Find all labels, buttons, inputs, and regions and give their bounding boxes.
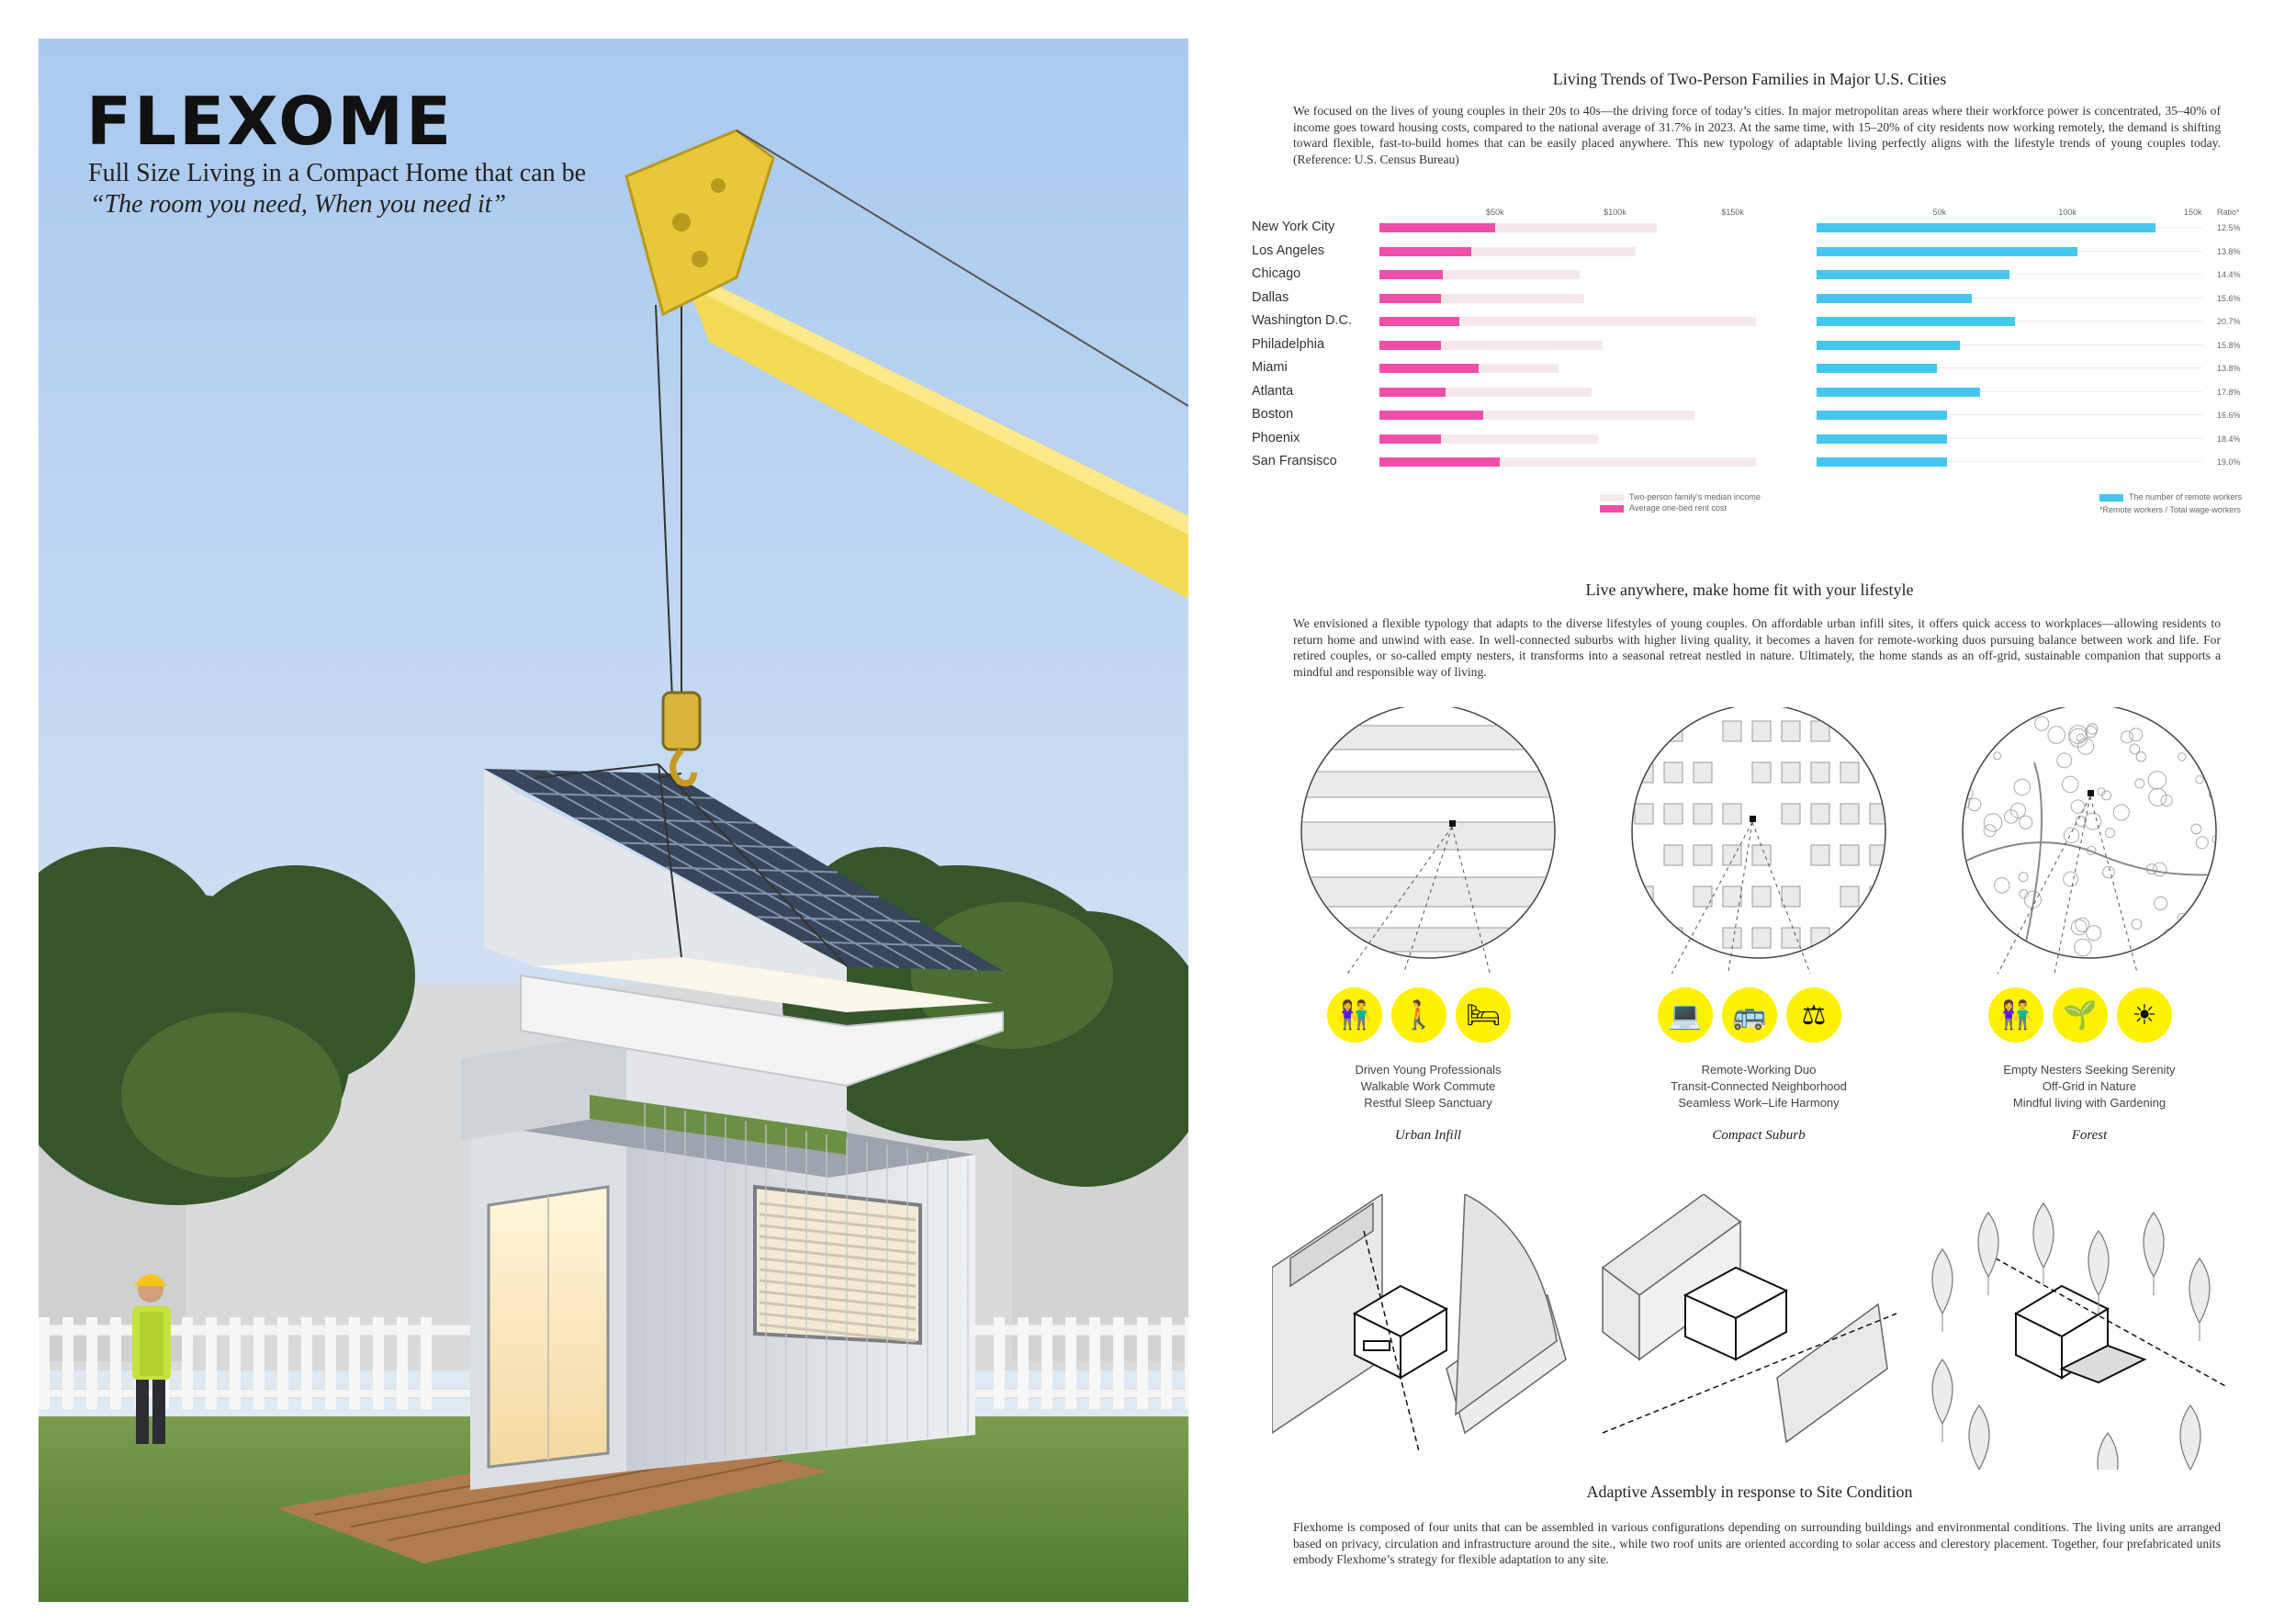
ratio-value: 18.4%: [2217, 434, 2241, 444]
rent-bar: [1379, 364, 1479, 373]
ratio-value: 13.8%: [2217, 246, 2241, 256]
hero-tagline-quote: “The room you need, When you need it”: [90, 190, 507, 219]
remote-bar: [1817, 457, 1947, 467]
site-caption-line: Empty Nesters Seeking Serenity: [2003, 1063, 2176, 1077]
elderly-couple-icon: 👫: [1988, 987, 2043, 1043]
remote-bar: [1817, 247, 2077, 256]
site-caption: [1603, 1062, 1915, 1111]
hero-tagline: Full Size Living in a Compact Home that can be: [88, 159, 586, 187]
remote-legend-label: The number of remote workers: [2129, 492, 2243, 502]
site-caption-line: Off-Grid in Nature: [2042, 1079, 2137, 1093]
rent-bar: [1379, 434, 1441, 444]
assembly-title: Adaptive Assembly in response to Site Condition: [1586, 1483, 1913, 1501]
remote-bar: [1817, 223, 2155, 232]
rent-bar: [1379, 223, 1495, 232]
city-label: Boston: [1252, 407, 1294, 422]
city-label: Miami: [1252, 360, 1288, 375]
site-caption-line: Mindful living with Gardening: [2012, 1096, 2167, 1110]
city-label: Dallas: [1252, 289, 1289, 305]
forest-map: [1956, 707, 2236, 974]
remote-bar: [1817, 388, 1980, 397]
sleeping-bed-icon: 🛏: [1456, 987, 1511, 1043]
site-type-label: Compact Suburb: [1712, 1128, 1806, 1143]
ratio-value: 19.0%: [2217, 457, 2241, 467]
site-caption-line: Seamless Work–Life Harmony: [1678, 1096, 1840, 1110]
remote-bar: [1817, 411, 1947, 420]
site-caption: [1933, 1062, 2245, 1111]
income-axis-tick: $150k: [1721, 208, 1744, 217]
rent-legend-swatch: [1600, 505, 1624, 513]
assembly-paragraph: Flexhome is composed of four units that can be assembled in various configurations depending on surrounding buildings and environmental conditions. The living units are arranged based on privacy, circulation and infrastructure around the site., while two roof units are oriented according to solar access and clerestory placement. Together, four prefabricated units embody Flexhome’s strategy for flexible adaptation to any site.: [1293, 1520, 2221, 1567]
remote-axis-tick: 100k: [2058, 208, 2077, 217]
city-label: San Fransisco: [1252, 454, 1337, 468]
income-axis-tick: $50k: [1486, 208, 1504, 217]
gardening-icon: 🌱: [2053, 987, 2108, 1043]
remote-bar: [1817, 364, 1937, 373]
hero-render: [39, 39, 1188, 1602]
compact-suburb-map: [1632, 707, 1888, 974]
forest-assembly-diagram: [1932, 1203, 2227, 1470]
city-label: New York City: [1252, 220, 1335, 234]
brand-logo: FLEXOME: [86, 83, 455, 160]
rent-bar: [1379, 317, 1459, 326]
solar-home-icon: ☀: [2117, 987, 2172, 1043]
remote-bar: [1817, 294, 1972, 303]
walking-commuter-icon: 🚶: [1391, 987, 1446, 1043]
remote-axis-tick: 150k: [2184, 208, 2202, 217]
city-label: Los Angeles: [1252, 242, 1325, 258]
ratio-value: 13.8%: [2217, 364, 2241, 373]
rent-bar: [1379, 457, 1500, 467]
remote-axis-tick: 50k: [1932, 208, 1947, 217]
city-label: Chicago: [1252, 266, 1301, 281]
ratio-value: 17.8%: [2217, 387, 2241, 397]
ratio-value: 15.6%: [2217, 293, 2241, 303]
remote-legend-swatch: [2099, 494, 2123, 502]
site-caption-line: Transit-Connected Neighborhood: [1671, 1079, 1847, 1093]
city-label: Washington D.C.: [1252, 313, 1353, 328]
site-caption-line: Remote-Working Duo: [1701, 1063, 1817, 1077]
site-type-label: Urban Infill: [1394, 1128, 1462, 1143]
trends-title: Living Trends of Two-Person Families in Major U.S. Cities: [1552, 70, 1947, 88]
work-life-balance-icon: ⚖: [1786, 987, 1841, 1043]
ratio-value: 15.8%: [2217, 340, 2241, 350]
rent-bar: [1379, 388, 1446, 397]
ratio-header: Ratio*: [2217, 208, 2240, 217]
site-context-maps: [1281, 707, 2245, 974]
ratio-footnote: *Remote workers / Total wage-workers: [2099, 505, 2241, 514]
ratio-value: 14.4%: [2217, 270, 2241, 279]
remote-bar: [1817, 270, 2009, 279]
trends-paragraph: We focused on the lives of young couples in their 20s to 40s—the driving force of today’s cities. In major metropolitan areas where their workforce power is concentrated, 35–40% of income goes toward housing costs, compared to the national average of 31.7% in 2023. At the same time, with 15–20% of city residents now working remotely, the demand is shifting toward flexible, fast-to-build homes that can be easily placed anywhere. This new typology of adaptable living perfectly aligns with the lifestyle trends of young couples today. (Reference: U.S. Census Bureau): [1293, 104, 2221, 166]
rent-bar: [1379, 294, 1441, 303]
lifestyle-paragraph: We envisioned a flexible typology that adapts to the diverse lifestyles of young couples. On affordable urban infill sites, it offers quick access to workplaces—allowing residents to return home and unwind with ease. In well-connected suburbs with higher living quality, it becomes a haven for remote-working duos pursuing balance between work and life. For retired couples, or so-called empty nesters, it transforms into a seasonal retreat nestled in nature. Ultimately, the home stands as an off-grid, sustainable companion that supports a mindful and responsible way of living.: [1293, 616, 2221, 679]
bus-icon: 🚌: [1722, 987, 1777, 1043]
remote-work-desk-icon: 💻: [1658, 987, 1713, 1043]
remote-bar: [1817, 317, 2015, 326]
remote-bar: [1817, 434, 1947, 444]
urban-infill-map: [1300, 707, 1557, 974]
site-type-label: Forest: [2071, 1128, 2108, 1143]
income-axis-tick: $100k: [1604, 208, 1626, 217]
urban-assembly-diagram: [1272, 1194, 1566, 1451]
rent-bar: [1379, 247, 1471, 256]
suburb-assembly-diagram: [1603, 1194, 1896, 1442]
rent-bar: [1379, 411, 1483, 420]
income-legend-label: Two-person family’s median income: [1629, 492, 1761, 502]
city-label: Atlanta: [1252, 383, 1294, 399]
city-label: Philadelphia: [1252, 336, 1325, 352]
crane-installation-illustration: [39, 39, 1188, 1602]
rent-bar: [1379, 341, 1441, 350]
ratio-value: 20.7%: [2217, 317, 2241, 326]
ratio-value: 16.6%: [2217, 411, 2241, 420]
rent-bar: [1379, 270, 1443, 279]
rent-legend-label: Average one-bed rent cost: [1629, 503, 1727, 513]
couple-icon: 👫: [1327, 987, 1382, 1043]
site-caption: [1272, 1062, 1584, 1111]
adaptive-assembly-diagrams: [1272, 1194, 2273, 1470]
lifestyle-title: Live anywhere, make home fit with your lifestyle: [1585, 581, 1914, 599]
site-caption-line: Driven Young Professionals: [1355, 1063, 1502, 1077]
income-legend-swatch: [1600, 494, 1624, 502]
remote-bar: [1817, 341, 1960, 350]
city-label: Phoenix: [1252, 430, 1300, 445]
site-caption-line: Restful Sleep Sanctuary: [1364, 1096, 1492, 1110]
site-caption-line: Walkable Work Commute: [1360, 1079, 1496, 1093]
ratio-value: 12.5%: [2217, 223, 2241, 232]
